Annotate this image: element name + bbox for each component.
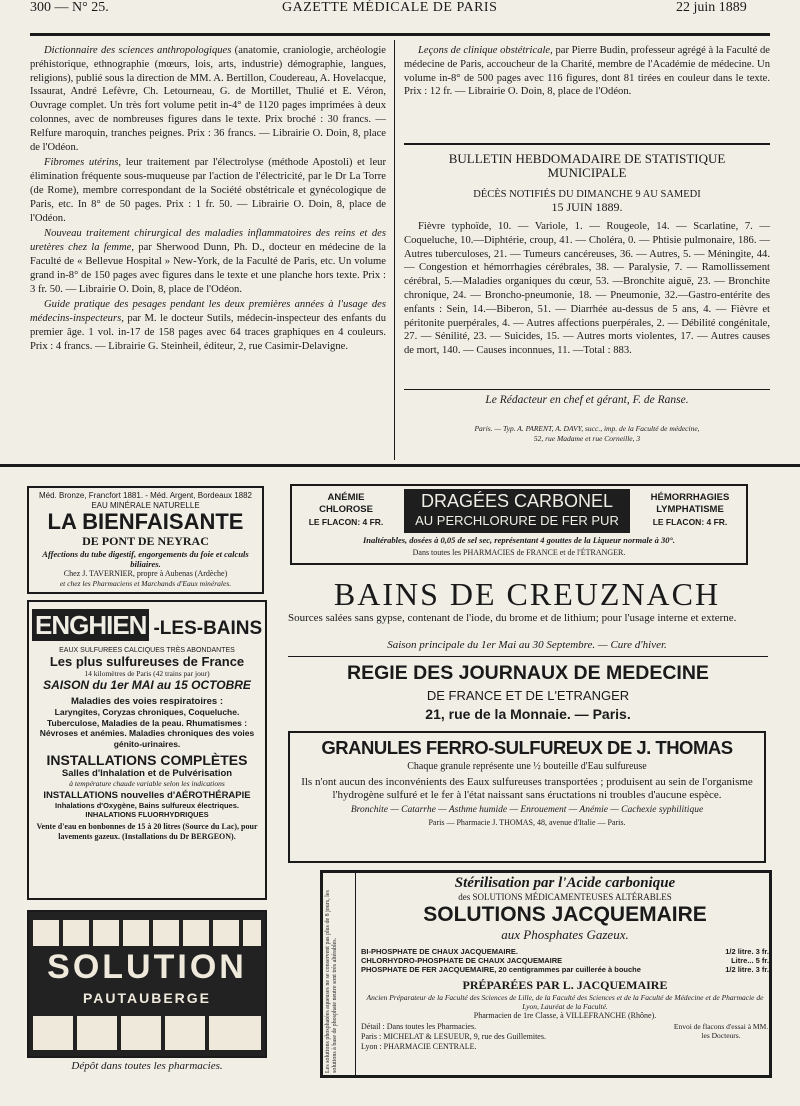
ad-solution bbox=[27, 910, 267, 1058]
bienfaisante-source: DE PONT DE NEYRAC bbox=[82, 534, 209, 548]
bulletin-rule bbox=[404, 143, 770, 145]
ads-rule bbox=[0, 464, 800, 467]
enghien-name: ENGHIEN bbox=[32, 609, 149, 641]
thomas-address: Paris — Pharmacie J. THOMAS, 48, avenue d'Italie — Paris. bbox=[428, 818, 626, 827]
regie-title: REGIE DES JOURNAUX DE MEDECINE bbox=[347, 662, 709, 684]
ad-jacquemaire bbox=[320, 870, 772, 1078]
jacquemaire-credentials: Ancien Préparateur de la Faculté des Sciences de Lille, de la Faculté des Sciences et de la Faculté de Médecine et de Pharmacie de Lyon, Lauréat de la Faculté. bbox=[366, 993, 764, 1011]
header-rule bbox=[30, 33, 770, 36]
carbonel-left: ANÉMIE CHLOROSE LE FLACON: 4 FR. bbox=[308, 492, 384, 527]
review-anthropologie: Dictionnaire des sciences anthropologiques (anatomie, craniologie, archéologie préhistorique, ethnographie (mœurs, lois, arts, industrie) démographie, langues, religions), publié sous la direction de MM. A. Bertillon, Coudereau, A. Hovelacque, Issaurat, André Lefèvre, Ch. Letourneau, G. de Mortillet, Thulié et E. Véron, Ouvrage complet. Un très fort volume petit in-4° de 1120 pages imprimées à deux colonnes, avec de nombreuses figures dans le texte. Prix broché : 30 francs. — Relfure maroquin, tranches peignes. Prix : 36 francs. — Librairie O. Doin, 8, place de l'Odéon. bbox=[30, 45, 386, 153]
ad-bienfaisante bbox=[27, 486, 264, 594]
bienfaisante-indications: Affections du tube digestif, engorgements du foie et calculs biliaires. bbox=[42, 549, 249, 569]
review-reins: Nouveau traitement chirurgical des maladies inflammatoires des reins et des uretères chez la femme, par Sherwood Dunn, Ph. D., docteur en médecine de la Faculté de « Bellevue Hospital » New-York, de la Faculté de Paris, etc. Un volume grand in-8° de 150 pages avec figures dans le texte et une planche hors texte. Prix : 3 fr. 50. — Librairie O. Doin, 8, place de l'Odéon. bbox=[30, 228, 386, 295]
bienfaisante-medals: Méd. Bronze, Francfort 1881. - Méd. Argent, Bordeaux 1882 bbox=[38, 491, 252, 500]
issue-date: 22 juin 1889 bbox=[676, 0, 747, 15]
enghien-l12: INHALATIONS FLUORHYDRIQUES bbox=[85, 810, 209, 819]
enghien-l11: Inhalations d'Oxygène, Bains sulfureux électriques. bbox=[55, 801, 239, 810]
creuznach-title: BAINS DE CREUZNACH bbox=[333, 576, 721, 612]
jacquemaire-title3: SOLUTIONS JACQUEMAIRE bbox=[423, 903, 707, 926]
jacquemaire-side-note: Les solutions phosphatées aqueuses ne se conservent pas plus de 8 jours, les solutions à base de phosphate neutre sont très altérables. bbox=[323, 873, 356, 1075]
imprint: Paris. — Typ. A. PARENT, A. DAVY, succ., imp. de la Faculté de médecine, 52, rue Madame et rue Corneille, 3 bbox=[474, 424, 700, 443]
left-column bbox=[30, 44, 386, 356]
bienfaisante-subtitle: EAU MINÉRALE NATURELLE bbox=[91, 501, 200, 510]
enghien-l7: INSTALLATIONS COMPLÈTES bbox=[46, 752, 248, 768]
jacquemaire-prep: PRÉPARÉES PAR L. JACQUEMAIRE bbox=[462, 978, 668, 992]
thomas-title: GRANULES FERRO-SULFUREUX DE J. THOMAS bbox=[321, 737, 733, 758]
thomas-line1: Chaque granule représente une ½ bouteille d'Eau sulfureuse bbox=[407, 761, 647, 772]
jacquemaire-title4: aux Phosphates Gazeux. bbox=[501, 927, 629, 942]
page-header bbox=[0, 0, 800, 22]
thomas-line2: Ils n'ont aucun des inconvénients des Eaux sulfureuses transportées ; produisent au sein de l'organisme l'hydrogène sulfuré et le fer à l'état naissant sans éructations ni troubles d'aucune espèce. bbox=[301, 776, 753, 801]
mortality-stats: Fièvre typhoïde, 10. — Variole, 1. — Rougeole, 14. — Scarlatine, 7. — Coqueluche, 10.—Diphtérie, croup, 41. — Choléra, 0. — Phtisie pulmonaire, 186. — Autres tuberculoses, 21. — Tumeurs cancéreuses, 36. — Autres, 5. — Méningite, 44. — Congestion et hémorrhagies cérébrales, 38. — Paralysie, 7. — Ramollissement cérébral, 5.—Maladies organiques du cœur, 53. —Bronchite aiguë, 23. — Bronchite chronique, 24. — Broncho-pneumonie, 18. — Pneumonie, 32.—Gastro-entérite des enfants : Sein, 14.—Biberon, 51. — Diarrhée au-dessus de 5 ans, 4. — Fièvre et péritonite puerpérales, 4. — Autres affections puerpérales, 2. — Débilité congénitale, 27. — Sénilité, 23. — Suicides, 15. — Autres morts violentes, 17. — Autres causes de mort, 140. — Causes inconnues, 11. —Total : 883. bbox=[404, 221, 770, 357]
jacquemaire-products: BI-PHOSPHATE DE CHAUX JACQUEMAIRE. CHLORHYDRO-PHOSPHATE DE CHAUX JACQUEMAIRE PHOSPHATE DE FER JACQUEMAIRE, 20 centigrammes par cuillerée à bouche 1/2 litre. 3 fr. Litre... 5 fr. 1/2 litre. 3 fr. bbox=[361, 947, 769, 974]
review-fibromes: Fibromes utérins, leur traitement par l'électrolyse (méthode Apostoli) et leur élimination fréquente sous-muqueuse par l'action de l'électricité, par le Dr La Torre (de Rome), membre correspondant de la Société obstétricale et gynécologique de Paris, etc. In 8° de 50 pages. Prix : 1 fr. 50. — Librairie O. Doin, 8, place de l'Odéon. bbox=[30, 157, 386, 224]
solution-caption: Dépôt dans toutes les pharmacies. bbox=[71, 1060, 223, 1072]
page-number: 300 — N° 25. bbox=[30, 0, 109, 15]
ad-carbonel bbox=[290, 484, 748, 565]
thomas-indications: Bronchite — Catarrhe — Asthme humide — Enrouement — Anémie — Cachexie syphilitique bbox=[350, 805, 704, 815]
bienfaisante-address: Chez J. TAVERNIER, propre à Aubenas (Ardèche) bbox=[63, 569, 228, 578]
enghien-l6: Laryngites, Coryzas chroniques, Coqueluche. Tuberculose, Maladies de la peau. Rhumatismes : Névroses et anémies. Maladies chroniques des voies génito-urinaires. bbox=[39, 707, 255, 749]
enghien-l3: 14 kilomètres de Paris (42 trains par jour) bbox=[84, 669, 210, 678]
carbonel-right: HÉMORRHAGIES LYMPHATISME LE FLACON: 4 FR. bbox=[650, 492, 730, 527]
stats-rule bbox=[404, 389, 770, 390]
regie-address: 21, rue de la Monnaie. — Paris. bbox=[425, 706, 631, 722]
jacquemaire-title2: des SOLUTIONS MÉDICAMENTEUSES ALTÉRABLES bbox=[458, 892, 672, 902]
jacquemaire-depots: Détail : Dans toutes les Pharmacies. Paris : MICHELAT & LESUEUR, 9, rue des Guillemites. Lyon : PHARMACIE CENTRALE. Envoi de flacons d'essai à MM. les Docteurs. bbox=[361, 1022, 769, 1051]
ad-thomas bbox=[288, 731, 766, 863]
creuznach-desc: Sources salées sans gypse, contenant de l'iode, du brome et de lithium; pour l'usage interne et externe. bbox=[288, 612, 737, 624]
bulletin-title-2: MUNICIPALE bbox=[547, 165, 627, 180]
jacquemaire-title1: Stérilisation par l'Acide carbonique bbox=[454, 875, 676, 891]
review-pesages: Guide pratique des pesages pendant les deux premières années à l'usage des médecins-inspecteurs, par M. le docteur Sutils, médecin-inspecteur des enfants du premier âge. 1 vol. in-17 de 158 pages avec 64 traces graphiques en 4 couleurs. Prix : 4 francs. — Librairie G. Steinheil, éditeur, 2, rue Casimir-Delavigne. bbox=[30, 299, 386, 352]
carbonel-availability: Dans toutes les PHARMACIES de FRANCE et de l'ÉTRANGER. bbox=[412, 548, 626, 557]
bienfaisante-sellers: et chez les Pharmaciens et Marchands d'Eaux minérales. bbox=[59, 579, 232, 588]
enghien-l13: Vente d'eau en bonbonnes de 15 à 20 litres (Source du Lac), pour lavements gazeux. (Installations du Dr BERGEON). bbox=[36, 822, 258, 841]
ad-enghien bbox=[27, 600, 267, 900]
enghien-l10: INSTALLATIONS nouvelles d'AÉROTHÉRAPIE bbox=[43, 790, 251, 801]
enghien-season: SAISON du 1er MAI au 15 OCTOBRE bbox=[43, 678, 251, 692]
regie-line1: DE FRANCE ET DE L'ETRANGER bbox=[426, 688, 630, 703]
right-column bbox=[404, 44, 770, 101]
enghien-l1: EAUX SULFUREES CALCIQUES TRÈS ABONDANTES bbox=[59, 647, 235, 654]
deces-date: 15 JUIN 1889. bbox=[551, 200, 623, 214]
enghien-l5: Maladies des voies respiratoires : bbox=[70, 696, 224, 707]
solution-word: SOLUTION bbox=[47, 948, 247, 986]
bulletin bbox=[404, 152, 770, 358]
bienfaisante-name: LA BIENFAISANTE bbox=[47, 509, 244, 534]
carbonel-main: DRAGÉES CARBONEL AU PERCHLORURE DE FER PUR bbox=[404, 489, 630, 533]
enghien-name-suffix: -LES-BAINS bbox=[153, 618, 263, 639]
review-lecons: Leçons de clinique obstétricale, par Pierre Budin, professeur agrégé à la Faculté de médecine de Paris, accoucheur de la Charité, membre de l'Académie de médecine. Un volume in-8° de 500 pages avec 116 figures, dont 81 tirées en couleur dans le texte. Prix : 12 fr. — Librairie O. Doin, 8, place de l'Odéon. bbox=[404, 45, 770, 98]
enghien-l2: Les plus sulfureuses de France bbox=[49, 654, 245, 669]
creuznach-season: Saison principale du 1er Mai au 30 Septembre. — Cure d'hiver. bbox=[387, 639, 667, 651]
solution-brand: PAUTAUBERGE bbox=[82, 990, 212, 1006]
creuznach-rule bbox=[288, 656, 768, 657]
redacteur-line: Le Rédacteur en chef et gérant, F. de Ranse. bbox=[485, 394, 689, 406]
deces-heading: DÉCÈS NOTIFIÉS DU DIMANCHE 9 AU SAMEDI bbox=[473, 189, 701, 200]
carbonel-dosage: Inaltérables, dosées à 0,05 de sel sec, représentant 4 gouttes de la Liqueur normale à 30°. bbox=[363, 535, 675, 545]
column-divider bbox=[394, 40, 395, 460]
enghien-l8: Salles d'Inhalation et de Pulvérisation bbox=[61, 768, 233, 779]
jacquemaire-location: Pharmacien de 1re Classe, à VILLEFRANCHE (Rhône). bbox=[473, 1011, 657, 1020]
bulletin-title: BULLETIN HEBDOMADAIRE DE STATISTIQUE bbox=[448, 151, 726, 166]
enghien-l9: à température chaude variable selon les indications bbox=[69, 779, 225, 788]
journal-title: GAZETTE MÉDICALE DE PARIS bbox=[282, 0, 498, 15]
